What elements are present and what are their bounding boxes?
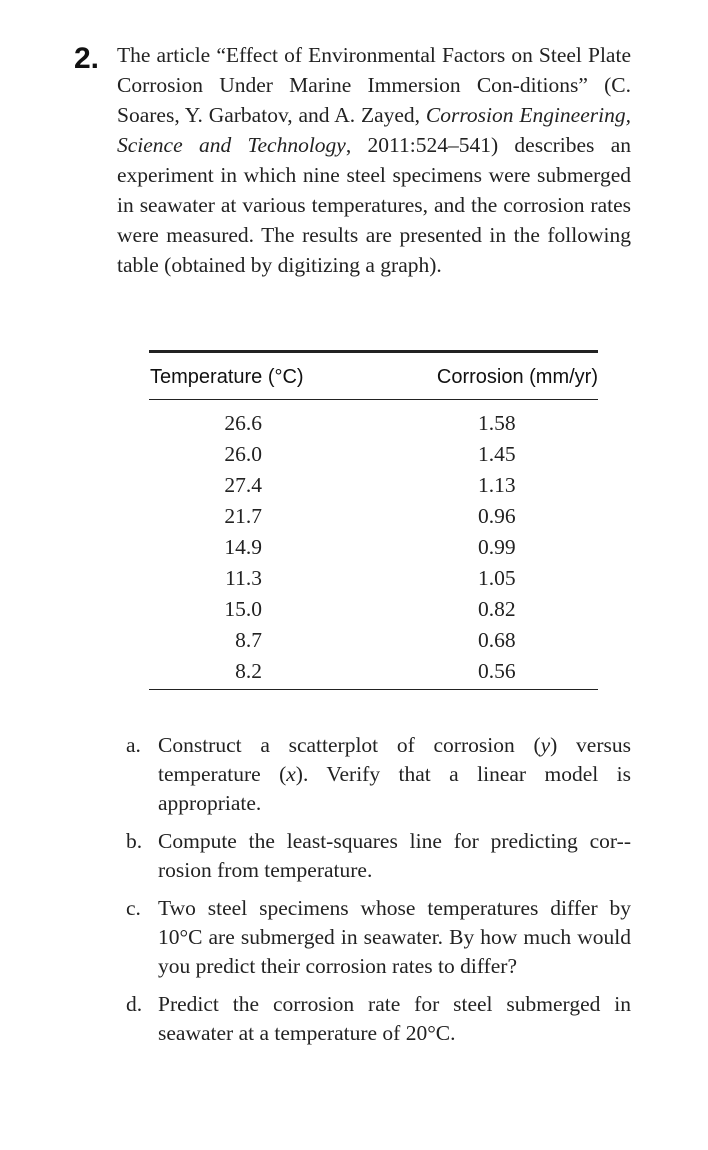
temperature-cell: 14.9 <box>224 535 262 559</box>
intro-text-part1: The article “Effect of Environmental Factors on Steel Plate Corrosion Under Marine Immersion Con-ditions” (C. Soares, Y. Garbatov, and A. Zayed, <box>117 43 631 127</box>
corrosion-cell: 0.56 <box>478 659 516 683</box>
variable-x: x <box>286 762 296 786</box>
data-table <box>149 350 598 690</box>
table-row <box>149 405 598 436</box>
corrosion-cell: 1.45 <box>478 442 516 466</box>
question-a-text-2: ) versus temperature ( <box>158 733 631 786</box>
temperature-cell: 21.7 <box>224 504 262 528</box>
journal-title: Corrosion Engineering, Science and Technology <box>117 103 631 157</box>
table-row <box>149 498 598 529</box>
header-corrosion: Corrosion (mm/yr) <box>436 366 598 388</box>
corrosion-cell: 1.58 <box>478 411 516 435</box>
question-d-text: Predict the corrosion rate for steel submerged in seawater at a temperature of 20°C. <box>158 992 631 1045</box>
temperature-cell: 8.7 <box>235 628 262 652</box>
problem-number: 2. <box>74 42 100 75</box>
table-row <box>149 529 598 560</box>
question-a-text: Construct a scatterplot of corrosion ( <box>158 733 541 757</box>
intro-text-part2: , 2011:524–541) describes an experiment in which nine steel specimens were submerged in seawater at various temperatures, and the corrosion rates were measured. The results are presented in the following table (obtained by digitizing a graph). <box>117 133 632 277</box>
corrosion-cell: 1.05 <box>478 566 516 590</box>
question-c-text: Two steel specimens whose temperatures differ by 10°C are submerged in seawater. By how much would you predict their corrosion rates to differ? <box>158 896 631 978</box>
temperature-cell: 26.0 <box>224 442 262 466</box>
temperature-cell: 27.4 <box>224 473 262 497</box>
question-list <box>126 731 631 1057</box>
table-row <box>149 436 598 467</box>
table-row <box>149 467 598 498</box>
corrosion-cell: 0.68 <box>478 628 516 652</box>
question-letter: b. <box>126 829 143 853</box>
table-row <box>149 560 598 591</box>
temperature-cell: 15.0 <box>224 597 262 621</box>
variable-y: y <box>540 733 551 757</box>
header-temperature: Temperature (°C) <box>150 366 304 388</box>
question-letter: c. <box>126 896 141 920</box>
question-b-text: Compute the least-squares line for predicting cor-rosion from temperature. <box>158 829 631 882</box>
table-header <box>149 353 598 400</box>
question-d <box>126 990 631 1048</box>
table-row <box>149 622 598 653</box>
corrosion-cell: 0.99 <box>478 535 516 559</box>
corrosion-cell: 1.13 <box>478 473 516 497</box>
temperature-cell: 26.6 <box>224 411 262 435</box>
question-a <box>126 731 631 818</box>
corrosion-cell: 0.82 <box>478 597 516 621</box>
temperature-cell: 8.2 <box>235 659 262 683</box>
table-row <box>149 653 598 684</box>
corrosion-cell: 0.96 <box>478 504 516 528</box>
question-letter: a. <box>126 733 141 757</box>
question-b <box>126 827 631 885</box>
question-letter: d. <box>126 992 143 1016</box>
table-row <box>149 591 598 622</box>
question-a-text-3: ). Verify that a linear model is appropriate. <box>158 762 631 815</box>
question-c <box>126 894 631 981</box>
problem-intro <box>117 40 631 280</box>
table-body <box>149 400 598 690</box>
temperature-cell: 11.3 <box>225 566 262 590</box>
